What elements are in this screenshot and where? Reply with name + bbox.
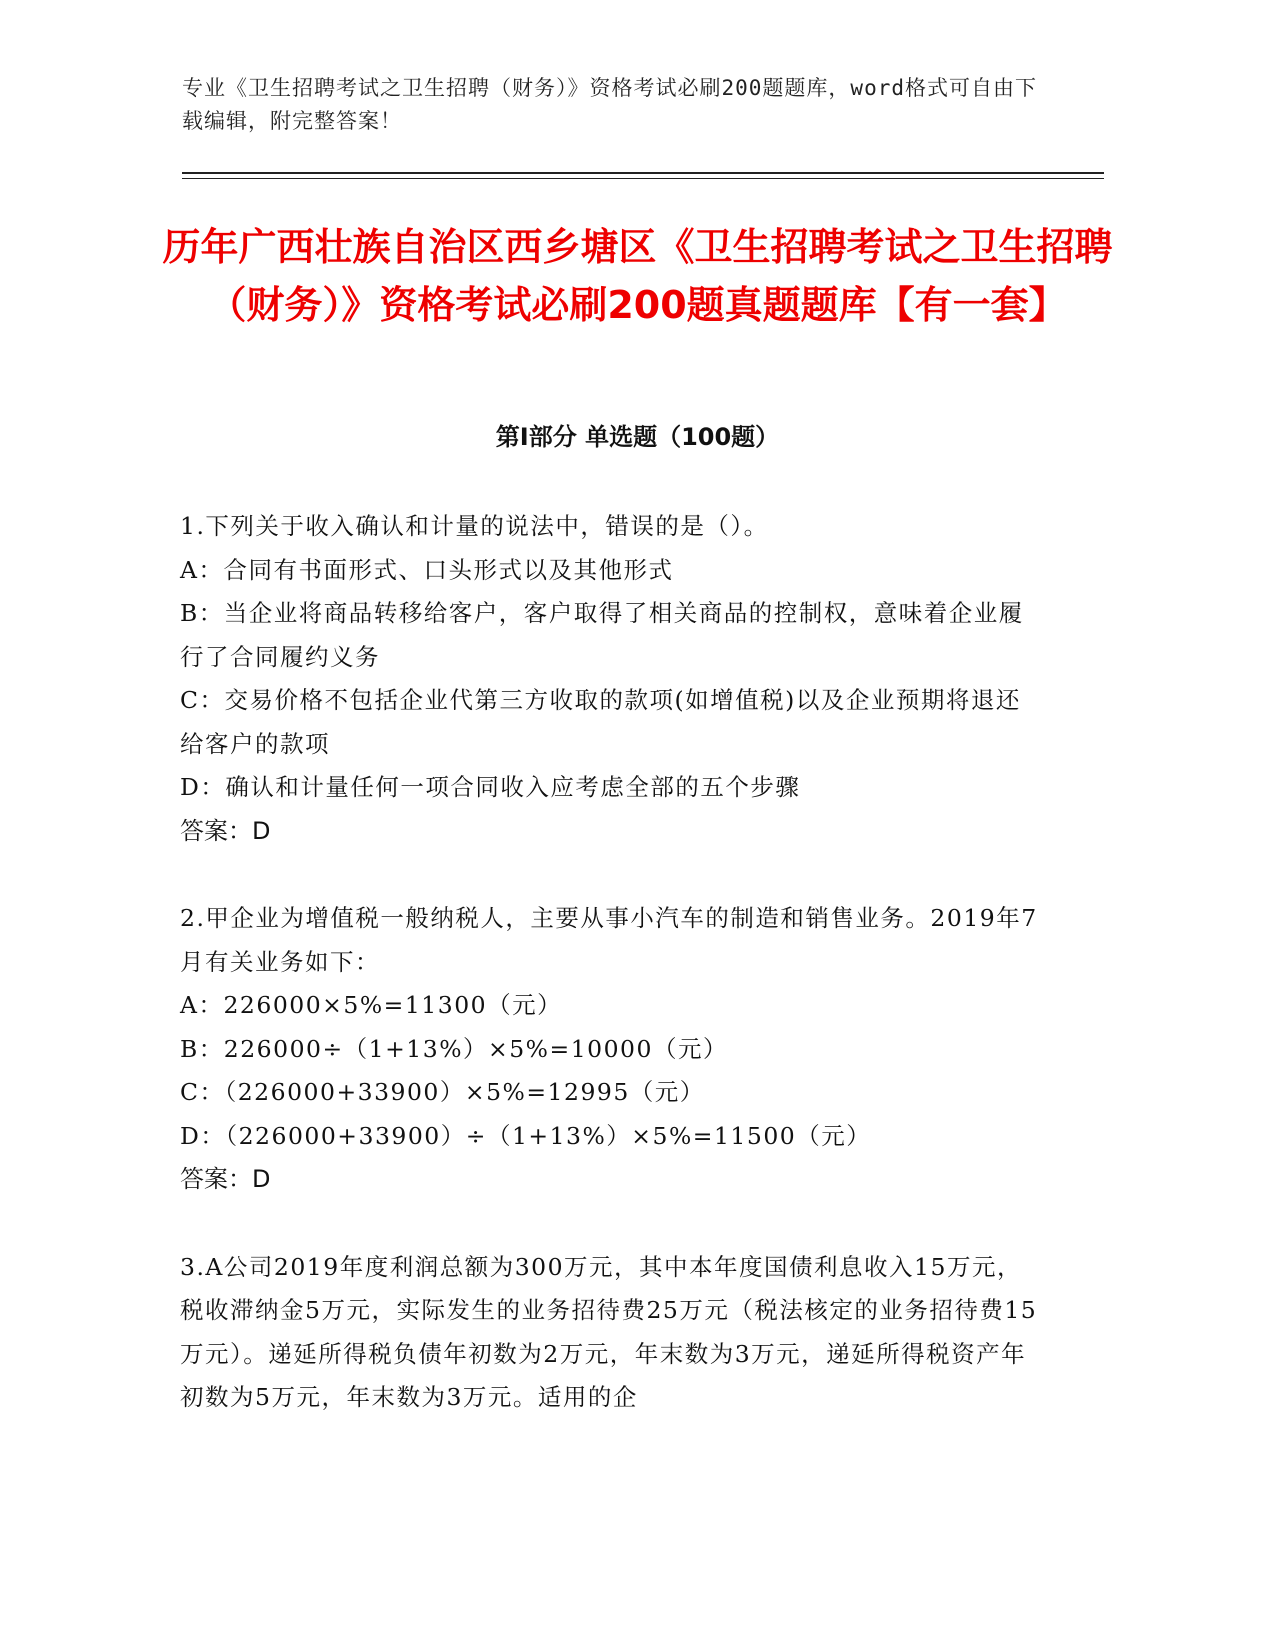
section-title: 第Ⅰ部分 单选题（100题） <box>495 423 780 451</box>
question-stem: 1.下列关于收入确认和计量的说法中，错误的是（）。 <box>180 512 769 540</box>
question-2 <box>180 897 1040 1202</box>
document-title: 历年广西壮族自治区西乡塘区《卫生招聘考试之卫生招聘（财务）》资格考试必刷200题真题题库【有一套】 <box>162 225 1113 327</box>
option-b: B：226000÷（1+13%）×5%=10000（元） <box>180 1034 728 1063</box>
option-c: C：交易价格不包括企业代第三方收取的款项(如增值税)以及企业预期将退还给客户的款项 <box>180 686 1021 758</box>
question-stem: 3.A公司2019年度利润总额为300万元，其中本年度国债利息收入15万元，税收滞纳金5万元，实际发生的业务招待费25万元（税法核定的业务招待费15万元）。递延所得税负债年初数为2万元，年末数为3万元，递延所得税资产年初数为5万元，年末数为3万元。适用的企 <box>180 1252 1038 1411</box>
header-rule-thin <box>182 178 1104 179</box>
question-stem: 2.甲企业为增值税一般纳税人，主要从事小汽车的制造和销售业务。2019年7月有关业务如下： <box>180 904 1038 976</box>
header-note: 专业《卫生招聘考试之卫生招聘（财务）》资格考试必刷200题题库，word格式可自由下载编辑，附完整答案！ <box>182 76 1037 133</box>
answer: 答案：D <box>180 1165 271 1193</box>
option-d: D：确认和计量任何一项合同收入应考虑全部的五个步骤 <box>180 773 801 801</box>
answer: 答案：D <box>180 816 271 845</box>
question-list <box>180 505 1040 1464</box>
question-1 <box>180 505 1040 853</box>
option-a: A：合同有书面形式、口头形式以及其他形式 <box>180 555 674 584</box>
question-3 <box>180 1246 1040 1420</box>
option-c: C：（226000+33900）×5%=12995（元） <box>180 1078 705 1106</box>
option-d: D：（226000+33900）÷（1+13%）×5%=11500（元） <box>180 1121 872 1150</box>
header-rule-thick <box>182 172 1104 174</box>
option-b: B：当企业将商品转移给客户，客户取得了相关商品的控制权，意味着企业履行了合同履约义务 <box>180 599 1024 671</box>
option-a: A：226000×5%=11300（元） <box>180 991 563 1019</box>
